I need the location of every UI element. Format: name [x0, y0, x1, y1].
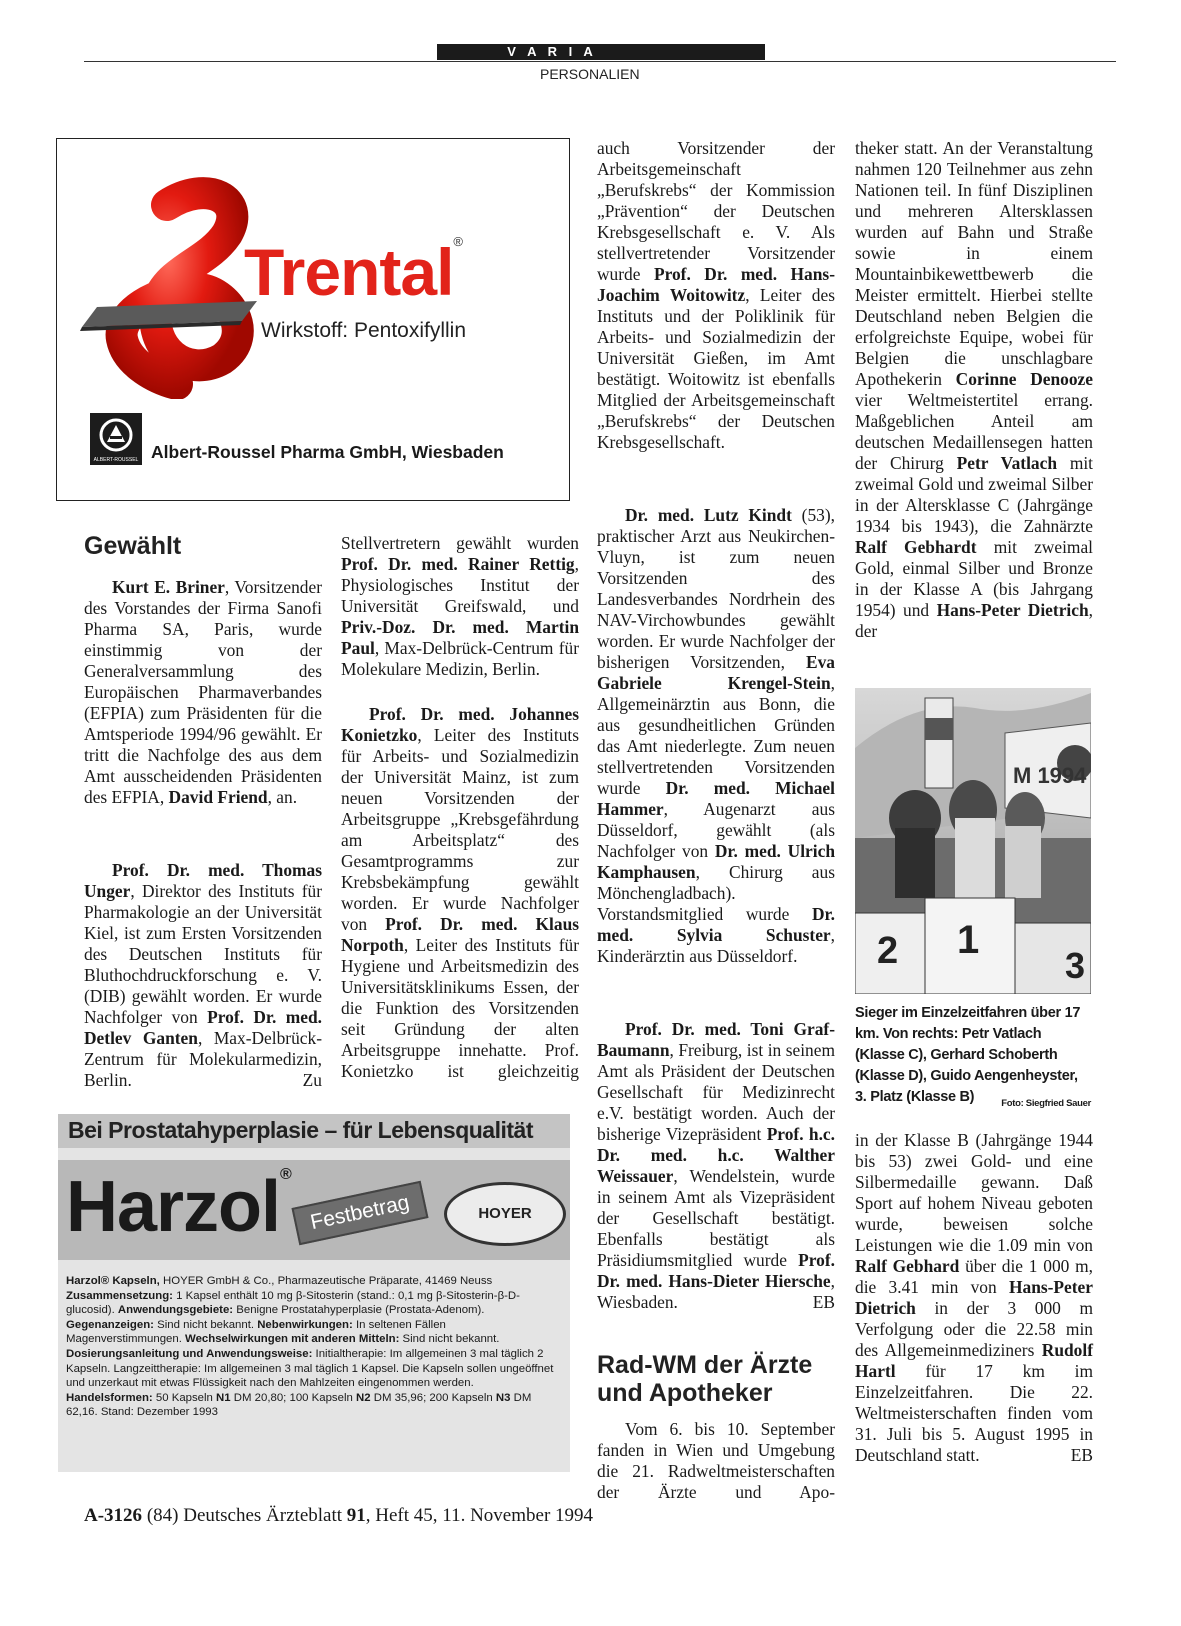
info-label: Handelsformen:: [66, 1391, 153, 1404]
text-run: in der Klasse B (Jahrgänge 1944 bis 53) zwei Gold- und eine Silbermedaille gewann. Daß Sport auf hohem Niveau geboten wurde, beweisen solche Leistungen wie die 1.09 min von: [855, 1130, 1093, 1255]
col3-paragraph-3: [597, 1019, 835, 1313]
col4-paragraph-1: [855, 138, 1093, 642]
info-label: Harzol® Kapseln,: [66, 1275, 160, 1287]
section-title: V A R I A: [507, 44, 597, 59]
info-text: 50 Kapseln: [152, 1391, 217, 1404]
page-number: A-3126: [84, 1505, 143, 1526]
info-text: DM 20,80; 100 Kapseln: [230, 1391, 356, 1404]
photo-banner-text: M 1994: [1013, 763, 1087, 788]
trental-ad: [56, 138, 570, 501]
col3-signature: EB: [812, 1292, 835, 1312]
photo-credit: Foto: Siegfried Sauer: [1001, 1098, 1091, 1109]
footer-volume: 91: [346, 1505, 366, 1526]
col4-p1-text: [855, 138, 1093, 641]
bold-name: Prof. Dr. med. Thomas Unger: [84, 860, 322, 901]
text-run: Vom 6. bis 10. September fanden in Wien und Umgebung die 21. Radweltmeisterschaften der Ärzte und Apo-: [597, 1419, 835, 1502]
col4-signature: EB: [1070, 1445, 1093, 1465]
harzol-headline: Bei Prostatahyperplasie – für Lebensqualität: [68, 1117, 533, 1143]
page-footer: [84, 1505, 593, 1527]
text-run: mit zweimal Gold, einmal Silber und Bronze in der Klasse A (bis Jahrgang 1954) und: [855, 537, 1093, 620]
column-4-lower: [855, 1130, 1093, 1466]
text-run: theker statt. An der Veranstaltung nahmen 120 Teilnehmer aus zehn Nationen teil. In fünf Disziplinen und mehreren Altersklassen wurden auf Bahn und Straße sowie in einem Mountainbikewettbewerb die Meister ermittelt. Hierbei stellte Deutschland neben Belgien die erfolgreichste Equipe, wobei für Belgien die unschlagbare Apothekerin: [855, 138, 1093, 389]
info-text: In seltenen Fällen Magenverstimmungen.: [66, 1318, 446, 1346]
col3-p4-text: [597, 1419, 835, 1502]
bold-name: Prof. h.c. Dr. med. h.c. Walther Weissauer: [597, 1124, 835, 1186]
info-label: Nebenwirkungen:: [257, 1318, 353, 1331]
info-label: Dosierungsanleitung und Anwendungsweise:: [66, 1347, 313, 1360]
text-run: für 17 km im Einzelzeitfahren. Die 22. Weltmeisterschaften finden vom 31. Juli bis 5. August 1995 in Deutschland statt.: [855, 1361, 1093, 1465]
bold-name: Hans-Peter Dietrich: [936, 600, 1089, 620]
text-run: , Leiter des Instituts und der Poliklinik für Arbeits- und Sozialmedizin der Universität Gießen, im Amt bestätigt. Woitowitz ist ebenfalls Mitglied der Arbeitsgemeinschaft „Berufskrebs“ der Deutschen Krebsgesellschaft.: [597, 285, 835, 452]
svg-text:2: 2: [877, 930, 899, 972]
info-label: N2: [355, 1391, 371, 1404]
photo-caption: [855, 1003, 1091, 1114]
bold-name: David Friend: [168, 787, 268, 807]
harzol-brand-text: Harzol: [66, 1167, 281, 1247]
bold-name: Rudolf Hartl: [855, 1340, 1093, 1381]
harzol-ad: [58, 1114, 570, 1472]
text-run: , an.: [267, 787, 298, 807]
col4-p2-text: [855, 1130, 1093, 1465]
info-label: Zusammensetzung:: [66, 1289, 173, 1302]
bold-name: Hans-Peter Dietrich: [855, 1277, 1093, 1318]
col4-paragraph-2: [855, 1130, 1093, 1466]
trental-brand: [244, 234, 462, 310]
col3-p1-text: [597, 138, 835, 452]
bold-name: Prof. Dr. med. Detlev Ganten: [84, 1007, 322, 1048]
col1-paragraph-1: [84, 577, 322, 808]
info-label: N1: [216, 1391, 231, 1404]
col1-p1-text: [84, 577, 322, 807]
albert-roussel-logo: [90, 413, 142, 465]
harzol-info-text: [66, 1275, 553, 1418]
text-run: mit zweimal Gold und zweimal Silber in der Altersklasse C (Jahrgänge 1934 bis 1943), die Zahnärzte: [855, 453, 1094, 536]
bold-name: Priv.-Doz. Dr. med. Martin Paul: [341, 617, 579, 658]
text-run: , Max-Delbrück-Centrum für Molekulare Medizin, Berlin.: [341, 638, 579, 679]
column-2: [341, 533, 579, 1082]
text-run: , Max-Delbrück-Zentrum für Molekularmedizin, Berlin. Zu: [84, 1028, 322, 1090]
text-run: , Physiologisches Institut der Universität Greifswald, und: [341, 554, 579, 616]
text-run: auch Vorsitzender der Arbeitsgemeinschaft „Berufskrebs“ der Kommission „Prävention“ der Deutschen Krebsgesellschaft e. V. Als stellvertretender Vorsitzender wurde: [597, 138, 835, 284]
harzol-info: [66, 1274, 562, 1420]
info-text: Sind nicht bekannt.: [153, 1318, 258, 1331]
text-run: , Wiesbaden.: [597, 1271, 835, 1312]
bold-name: Prof. Dr. med. Klaus Norpoth: [341, 914, 580, 955]
text-run: , Chirurg aus Mönchengladbach). Vorstandsmitglied wurde: [597, 862, 835, 924]
svg-text:1: 1: [957, 918, 980, 962]
bold-name: Dr. med. Michael Hammer: [597, 778, 835, 819]
info-text: 1 Kapsel enthält 10 mg β-Sitosterin (stand.: 0,1 mg β-Sitosterin-β-D-glucosid).: [66, 1289, 520, 1317]
text-run: in der 3 000 m Verfolgung oder die 22.58 min des Allgemeinmediziners: [855, 1298, 1093, 1360]
text-run: , Kinderärztin aus Düsseldorf.: [597, 925, 835, 966]
col2-paragraph-2: [341, 704, 579, 1082]
harzol-registered: ®: [280, 1166, 291, 1183]
text-run: , Leiter des Instituts für Arbeits- und Sozialmedizin der Universität Mainz, ist zum neuen Vorsitzenden der Arbeitsgruppe „Krebsgefährdung am Arbeitsplatz“ des Gesamtprogramms zur Krebsbekämpfung gewählt worden. Er wurde Nachfolger von: [341, 725, 579, 934]
info-text: Benigne Prostatahyperplasie (Prostata-Adenom).: [233, 1304, 485, 1317]
bold-name: Ralf Gebhardt: [855, 537, 977, 557]
podium-photo: [855, 688, 1091, 994]
bold-name: Prof. Dr. med. Hans-Dieter Hiersche: [597, 1250, 835, 1291]
footer-rest-post: , Heft 45, 11. November 1994: [365, 1505, 594, 1526]
bold-name: Petr Vatlach: [956, 453, 1058, 473]
bold-name: Prof. Dr. med. Johannes Konietzko: [341, 704, 579, 745]
hoyer-logo: [444, 1182, 566, 1246]
col3-p3-text: [597, 1019, 835, 1312]
info-label: Gegenanzeigen:: [66, 1318, 154, 1331]
col1-paragraph-2: [84, 860, 322, 1091]
col3-p2-text: [597, 505, 835, 966]
text-run: , Augenarzt aus Düsseldorf, gewählt (als Nachfolger von: [597, 799, 835, 861]
col2-p2-text: [341, 704, 579, 1081]
col1-p2-text: [84, 860, 322, 1090]
text-run: Stellvertretern gewählt wurden: [341, 533, 579, 553]
col2-paragraph-1: [341, 533, 579, 680]
col2-p1-text: [341, 533, 579, 679]
subsection-title: PERSONALIEN: [540, 66, 640, 82]
logo-caption: ALBERT-ROUSSEL: [93, 457, 139, 463]
svg-text:3: 3: [1065, 945, 1086, 986]
text-run: , Freiburg, ist in seinem Amt als Präsident der Deutschen Gesellschaft für Medizinrecht e.V. bestätigt worden. Auch der bisherige Vizepräsident: [597, 1040, 835, 1144]
bold-name: Ralf Gebhard: [855, 1256, 960, 1276]
info-text: HOYER GmbH & Co., Pharmazeutische Präparate, 41469 Neuss: [159, 1275, 493, 1287]
harzol-brand: [66, 1166, 291, 1248]
footer-rest-pre: (84) Deutsches Ärzteblatt: [142, 1505, 347, 1526]
section-heading-rad-wm: Rad-WM der Ärzte und Apotheker: [597, 1351, 813, 1407]
bold-name: Prof. Dr. med. Hans-Joachim Woitowitz: [597, 264, 835, 305]
trental-company: Albert-Roussel Pharma GmbH, Wiesbaden: [151, 442, 504, 462]
column-4: [855, 138, 1093, 642]
text-run: über die 1 000 m, die 3.41 min von: [855, 1256, 1093, 1297]
col3-paragraph-4: [597, 1419, 835, 1503]
podium-photo-image: [855, 688, 1091, 994]
info-text: Initialtherapie: Im allgemeinen 3 mal täglich 2 Kapseln. Langzeittherapie: Im allgemeinen 3 mal täglich 1 Kapsel. Die Kapseln sollen ungeöffnet und unzerkaut mit etwas Flüssigkeit nach den Mahlzeiten eingenommen werden.: [66, 1347, 554, 1390]
bold-name: Kurt E. Briner: [112, 577, 225, 597]
text-run: , Direktor des Instituts für Pharmakologie an der Universität Kiel, ist zum Ersten Vorsitzenden des Deutschen Instituts für Bluthochdruckforschung e. V. (DIB) gewählt worden. Er wurde Nachfolger von: [84, 881, 322, 1027]
column-1: [84, 577, 322, 1091]
bold-name: Dr. med. Lutz Kindt: [625, 505, 792, 525]
trental-brand-text: Trental: [244, 235, 454, 309]
info-label: N3: [495, 1391, 511, 1404]
section-heading-gewaehlt: Gewählt: [84, 532, 182, 560]
text-run: , Wendelstein, wurde in seinem Amt als Vizepräsident der Gesellschaft bestätigt. Ebenfalls bestätigt als Präsidiumsmitglied wurde: [597, 1166, 835, 1270]
text-run: (53), praktischer Arzt aus Neukirchen-Vluyn, ist zum neuen Vorsitzenden des Landesverbandes Nordrhein des NAV-Virchowbundes gewählt worden. Er wurde Nachfolger der bisherigen Vorsitzenden,: [597, 505, 835, 672]
info-text: DM 62,16. Stand: Dezember 1993: [66, 1391, 532, 1419]
info-label: Wechselwirkungen mit anderen Mitteln:: [185, 1333, 400, 1346]
trental-wirkstoff: Wirkstoff: Pentoxifyllin: [261, 319, 467, 342]
bold-name: Corinne Denooze: [955, 369, 1093, 389]
info-text: Sind nicht bekannt.: [399, 1333, 500, 1346]
text-run: , Vorsitzender des Vorstandes der Firma Sanofi Pharma SA, Paris, wurde einstimmig von der Generalversammlung des Europäischen Pharmaverbandes (EFPIA) zum Präsidenten für die Amtsperiode 1994/96 gewählt. Er tritt die Nachfolge des aus dem Amt ausscheidenden Präsidenten des EFPIA,: [84, 577, 322, 807]
info-text: DM 35,96; 200 Kapseln: [370, 1391, 496, 1404]
bold-name: Dr. med. Sylvia Schuster: [597, 904, 835, 945]
col3-paragraph-1: [597, 138, 835, 453]
info-label: Anwendungsgebiete:: [117, 1304, 234, 1317]
hoyer-text: HOYER: [478, 1205, 532, 1222]
photo-caption-text: Sieger im Einzelzeitfahren über 17 km. Von rechts: Petr Vatlach (Klasse C), Gerhard Schoberth (Klasse D), Guido Aengenheyster, 3. Platz (Klasse B): [855, 1005, 1081, 1105]
text-run: , Leiter des Instituts für Hygiene und Arbeitsmedizin des Universitätsklinikums Essen, der die Funktion des Vorsitzenden seit Gründung der alten Arbeitsgruppe innehatte. Prof. Konietzko ist gleichzeitig: [341, 935, 579, 1081]
bold-name: Prof. Dr. med. Toni Graf-Baumann: [597, 1019, 835, 1060]
bold-name: Eva Gabriele Krengel-Stein: [597, 652, 835, 693]
festbetrag-text: Festbetrag: [308, 1190, 412, 1235]
header-rule: [84, 61, 1116, 62]
text-run: vier Weltmeistertitel errang. Maßgeblichen Anteil am deutschen Medaillensegen hatten der Chirurg: [855, 390, 1093, 473]
column-3: [597, 138, 835, 1503]
registered-mark: ®: [453, 234, 462, 249]
text-run: , der: [855, 600, 1093, 641]
col3-paragraph-2: [597, 505, 835, 967]
text-run: , Allgemeinärztin aus Bonn, die aus gesundheitlichen Gründen das Amt niederlegte. Zum neuen stellvertretenden Vorsitzenden wurde: [597, 673, 835, 798]
bold-name: Dr. med. Ulrich Kamphausen: [597, 841, 835, 882]
bold-name: Prof. Dr. med. Rainer Rettig: [341, 554, 575, 574]
